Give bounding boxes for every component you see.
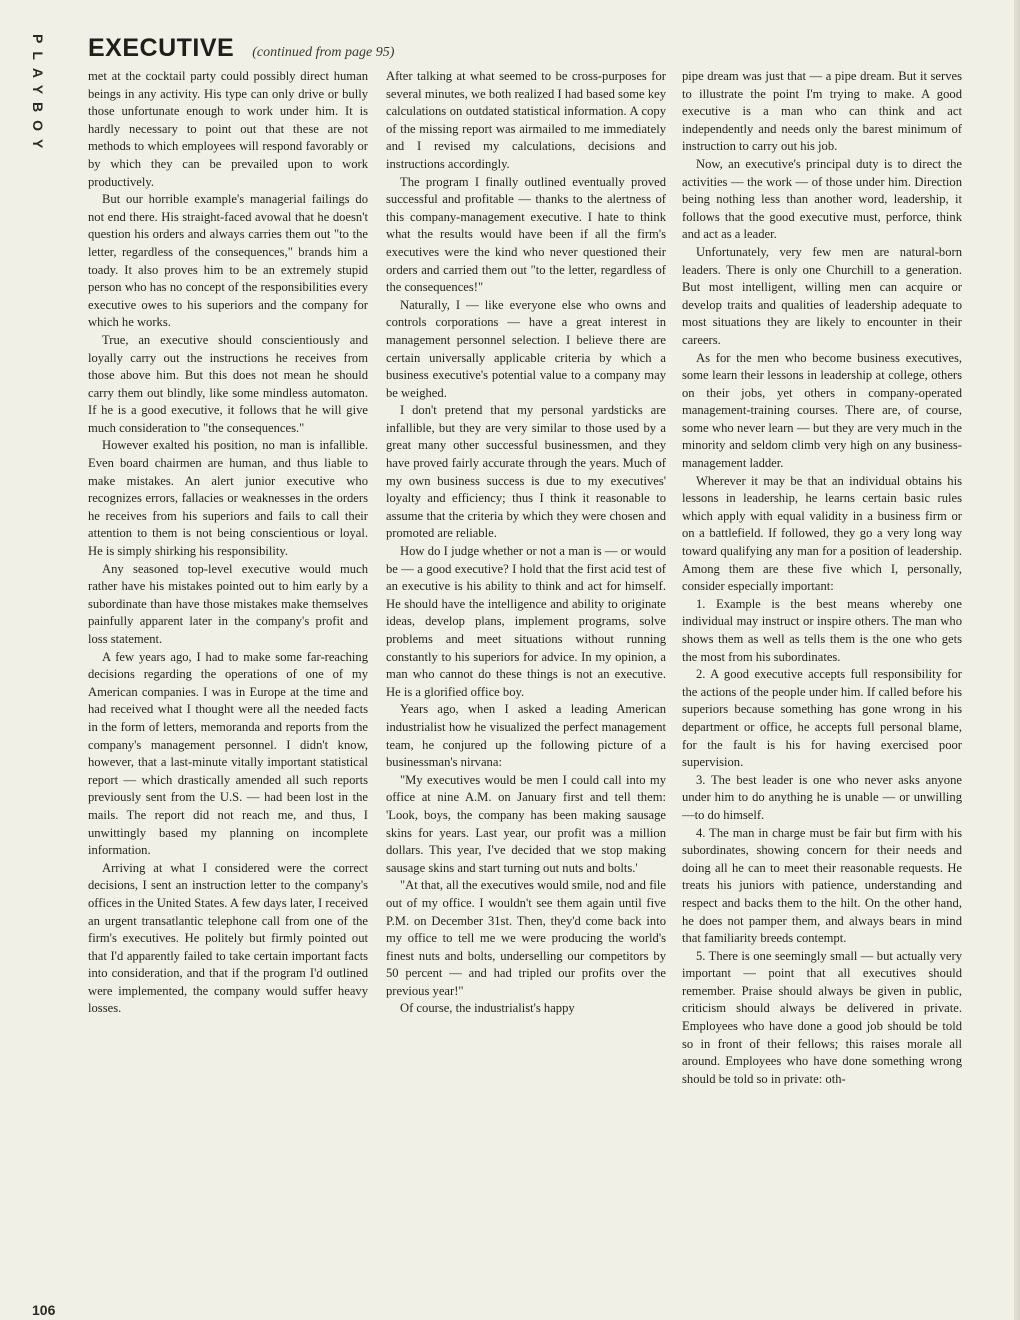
page-number: 106: [32, 1302, 56, 1318]
paragraph: Years ago, when I asked a leading American industrialist how he visualized the perfect management team, he conjured up the following picture of a businessman's nirvana:: [386, 702, 666, 770]
paragraph: I don't pretend that my personal yardsticks are infallible, but they are very similar to those used by a great many other successful businessmen, and they have proved fairly accurate through the years. Much of my own business success is due to my executives' loyalty and efficiency; thus I think it reasonable to assume that the criteria by which they were chosen and promoted are reliable.: [386, 403, 666, 541]
paragraph: Now, an executive's principal duty is to direct the activities — the work — of those under him. Direction being nothing less than another word, leadership, it follows that the good executive must, perforce, think and act as a leader.: [682, 156, 962, 242]
page-edge: [1014, 0, 1020, 1320]
paragraph: As for the men who become business executives, some learn their lessons in leadership at college, others on their jobs, yet others in company-operated management-training courses. There are, of course, some who never learn — but they are very much in the minority and seldom climb very high on any business-management ladder.: [682, 350, 962, 471]
article-header: [88, 34, 394, 63]
paragraph: Arriving at what I considered were the correct decisions, I sent an instruction letter to the company's offices in the United States. A few days later, I received an urgent transatlantic telephone call from one of the firm's executives. He politely but firmly pointed out that I'd apparently failed to take certain important facts into consideration, and that if the program I'd outlined were implemented, the company would suffer heavy losses.: [88, 860, 368, 1016]
paragraph: After talking at what seemed to be cross-purposes for several minutes, we both realized I had based some key calculations on outdated statistical information. A copy of the missing report was airmailed to me immediately and I revised my calculations, decisions and instructions accordingly.: [386, 69, 666, 171]
paragraph: Unfortunately, very few men are natural-born leaders. There is only one Churchill to a generation. But most intelligent, willing men can acquire or develop traits and qualities of leadership adequate to most situations they are likely to encounter in their careers.: [682, 244, 962, 347]
continued-note: (continued from page 95): [252, 45, 395, 60]
text-column-2: [386, 68, 666, 1018]
paragraph: Naturally, I — like everyone else who owns and controls corporations — have a great interest in management personnel selection. I believe there are certain universally applicable criteria by which a business executive's potential value to a company may be weighed.: [386, 297, 666, 400]
paragraph: 5. There is one seemingly small — but actually very important — point that all executives should remember. Praise should always be given in public, criticism should always be delivered in private. Employees who have done a good job should be told so in front of their fellows; this raises morale all around. Employees who have done something wrong should be told so in private: oth-: [682, 948, 962, 1086]
article-title: EXECUTIVE: [88, 34, 235, 62]
paragraph: 3. The best leader is one who never asks anyone under him to do anything he is unable — or unwilling—to do himself.: [682, 772, 962, 822]
paragraph: pipe dream was just that — a pipe dream. But it serves to illustrate the point I'm trying to make. A good executive is a man who can think and act independently and needs only the barest minimum of instruction to carry out his job.: [682, 69, 962, 154]
paragraph: The program I finally outlined eventually proved successful and profitable — thanks to the alertness of this company-management executive. I hate to think what the results would have been if all the firm's executives were the kind who never questioned their orders and carried them out "to the letter, regardless of the consequences!": [386, 174, 666, 295]
paragraph: 2. A good executive accepts full responsibility for the actions of the people under him. If called before his superiors because something has gone wrong in his department or office, he accepts full personal blame, for the fault is his for having exercised poor supervision.: [682, 667, 962, 770]
paragraph: 1. Example is the best means whereby one individual may instruct or inspire others. The man who shows them as well as tells them is the one who gets the most from his subordinates.: [682, 596, 962, 664]
paragraph: 4. The man in charge must be fair but firm with his subordinates, showing concern for their needs and doing all he can to meet their reasonable requests. He treats his juniors with patience, understanding and respect and backs them to the hilt. On the other hand, he does not pamper them, and always bears in mind that familiarity breeds contempt.: [682, 825, 962, 946]
masthead-vertical: PLAYBOY: [30, 34, 46, 157]
text-column-1: [88, 68, 368, 1018]
paragraph: met at the cocktail party could possibly direct human beings in any activity. His type can only drive or bully those unfortunate enough to work under him. It is hardly necessary to point out that these are not methods to which employees will respond favorably or by which they can be prevailed upon to work productively.: [88, 69, 368, 189]
paragraph: Any seasoned top-level executive would much rather have his mistakes pointed out to him early by a subordinate than have those mistakes make themselves painfully apparent later in the company's profit and loss statement.: [88, 561, 368, 646]
paragraph: But our horrible example's managerial failings do not end there. His straight-faced avowal that he doesn't question his orders and always carries them out "to the letter, regardless of the consequences," brands him a toady. It also proves him to be an extremely stupid person who has no concept of the responsibilities every executive owes to his superiors and the company for which he works.: [88, 192, 368, 330]
paragraph: How do I judge whether or not a man is — or would be — a good executive? I hold that the first acid test of an executive is his ability to think and act for himself. He should have the intelligence and ability to originate ideas, develop plans, implement programs, solve problems and meet situations without running constantly to his superiors for advice. In my opinion, a man who cannot do these things is not an executive. He is a glorified office boy.: [386, 544, 666, 699]
paragraph: However exalted his position, no man is infallible. Even board chairmen are human, and thus liable to make mistakes. An alert junior executive who recognizes errors, fallacies or weaknesses in the orders he receives from his superiors and fails to call their attention to them is not being conscientious or loyal. He is simply shirking his responsibility.: [88, 438, 368, 559]
paragraph: Wherever it may be that an individual obtains his lessons in leadership, he learns certain basic rules which apply with equal validity in a business firm or on a battlefield. If followed, they go a very long way toward qualifying any man for a position of leadership. Among them are these five which I, personally, consider especially important:: [682, 473, 962, 594]
paragraph: Of course, the industrialist's happy: [400, 1001, 575, 1016]
text-column-3: [682, 68, 962, 1088]
paragraph: "At that, all the executives would smile, nod and file out of my office. I wouldn't see them again until five P.M. on December 31st. Then, they'd come back into my office to tell me we were producing the world's finest nuts and bolts, underselling our competitors by 50 percent — and had tripled our profits over the previous year!": [386, 878, 666, 998]
paragraph: A few years ago, I had to make some far-reaching decisions regarding the operations of one of my American companies. I was in Europe at the time and had received what I thought were all the needed facts in the form of letters, memoranda and reports from the company's management personnel. I didn't know, however, that a last-minute vitally important statistical report — which drastically amended all such reports previously sent from the U.S. — had been lost in the mails. The report did not reach me, and thus, I unwittingly based my planning on incomplete information.: [88, 649, 368, 858]
paragraph: "My executives would be men I could call into my office at nine A.M. on January first and tell them: 'Look, boys, the company has been making sausage skins for years. Last year, our profit was a million dollars. This year, I've decided that we stop making sausage skins and start turning out nuts and bolts.': [386, 772, 666, 875]
paragraph: True, an executive should conscientiously and loyally carry out the instructions he receives from those above him. But this does not mean he should carry them out blindly, like some mindless automaton. If he is a good executive, it follows that he will give much consideration to "the consequences.": [88, 332, 368, 435]
